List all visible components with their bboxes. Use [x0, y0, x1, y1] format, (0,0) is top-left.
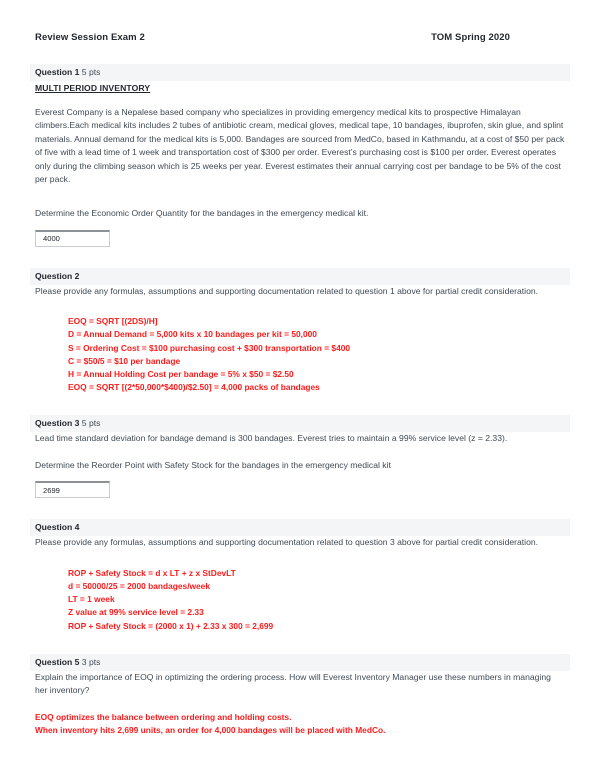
question-5-label: Question 5: [35, 656, 80, 667]
question-4-body: Please provide any formulas, assumptions and supporting documentation related to question 3 above for partial credit consideration.: [35, 537, 539, 548]
question-2-label: Question 2: [35, 270, 80, 281]
solution-line: D = Annual Demand = 5,000 kits x 10 bandages per kit = 50,000: [68, 329, 317, 340]
question-1-prompt: Determine the Economic Order Quantity for the bandages in the emergency medical kit.: [35, 208, 369, 219]
question-3-label: Question 3: [35, 418, 80, 429]
question-4-label: Question 4: [35, 522, 80, 533]
solution-line: d = 50000/25 = 2000 bandages/week: [68, 580, 211, 591]
header-left-title: Review Session Exam 2: [35, 32, 145, 43]
solution-line: EOQ optimizes the balance between ordering and holding costs.: [35, 711, 292, 722]
solution-line: Z value at 99% service level = 2.33: [68, 607, 204, 618]
question-1-answer-input[interactable]: [35, 230, 110, 247]
question-3-points: 5 pts: [79, 418, 101, 429]
question-3-body: Lead time standard deviation for bandage demand is 300 bandages. Everest tries to maintain a 99% service level (z = 2.33).: [35, 433, 508, 444]
question-3-answer-input[interactable]: [35, 481, 110, 498]
question-5-body: Explain the importance of EOQ in optimizing the ordering process. How will Everest Inventory Manager use these numbers in managing her inventory?: [35, 671, 551, 696]
solution-line: ROP + Safety Stock = d x LT + z x StDevLT: [68, 567, 236, 578]
question-5-points: 3 pts: [79, 656, 101, 667]
solution-line: C = $50/5 = $10 per bandage: [68, 355, 181, 366]
question-1-subtitle: MULTI PERIOD INVENTORY: [35, 83, 151, 93]
question-3-banner: [30, 415, 570, 432]
solution-line: S = Ordering Cost = $100 purchasing cost + $300 transportation = $400: [68, 342, 351, 353]
question-4-solution: [30, 567, 570, 633]
question-4-banner: [30, 519, 570, 536]
solution-line: EOQ = SQRT [(2*50,000*$400)/$2.50] = 4,000 packs of bandages: [68, 382, 320, 393]
question-3-prompt: Determine the Reorder Point with Safety Stock for the bandages in the emergency medical kit: [35, 459, 391, 470]
question-1-banner: [30, 64, 570, 81]
question-1-label: Question 1: [35, 67, 80, 77]
header-right-title: TOM Spring 2020: [431, 32, 510, 43]
solution-line: ROP + Safety Stock = (2000 x 1) + 2.33 x 300 = 2,699: [68, 620, 274, 631]
question-2-body: Please provide any formulas, assumptions and supporting documentation related to question 1 above for partial credit consideration.: [35, 285, 539, 296]
question-2-solution: [30, 315, 570, 394]
document-body: [30, 64, 570, 737]
solution-line: H = Annual Holding Cost per bandage = 5% x $50 = $2.50: [68, 369, 294, 380]
document-header: [35, 32, 510, 43]
question-5-banner: [30, 654, 570, 671]
question-5-solution: [30, 711, 570, 737]
question-2-banner: [30, 268, 570, 285]
question-1-points: 5 pts: [79, 67, 101, 77]
solution-line: LT = 1 week: [68, 594, 115, 605]
solution-line: EOQ = SQRT [(2DS)/H]: [68, 316, 158, 327]
solution-line: When inventory hits 2,699 units, an order for 4,000 bandages will be placed with MedCo.: [35, 724, 386, 735]
question-1-body: Everest Company is a Nepalese based company who specializes in providing emergency medical kits to prospective Himalayan climbers.Each medical kits includes 2 tubes of antibiotic cream, medical gloves, medical tape, 10 bandages, ibuprofen, skin glue, and splint materials. Annual demand for the medical kits is 5,000. Bandages are sourced from MedCo, based in Kathmandu, at a cost of $50 per pack of five with a lead time of 1 week and transportation cost of $300 per order. Everest’s purchasing cost is $100 per order. Everest operates only during the climbing season which is 25 weeks per year. Everest estimates their annual carrying cost per bandage to be 5% of the cost per pack.: [35, 107, 565, 185]
